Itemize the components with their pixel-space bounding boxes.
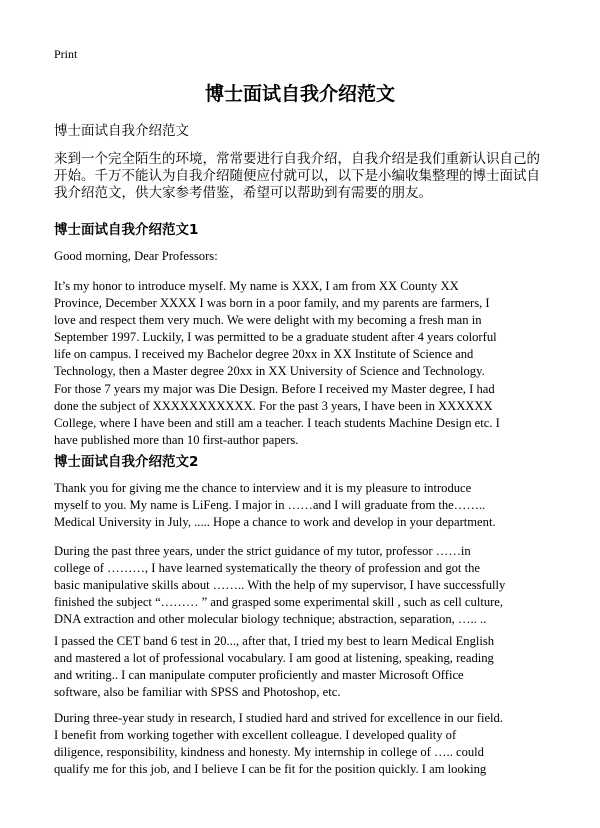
text-line: It’s my honor to introduce myself. My name is XXX, I am from XX County XX <box>54 279 459 293</box>
text-line: I passed the CET band 6 test in 20..., after that, I tried my best to learn Medical English <box>54 634 495 648</box>
text-line: qualify me for this job, and I believe I can be fit for the position quickly. I am looking <box>54 762 487 777</box>
text-line: basic manipulative skills about …….. With the help of my supervisor, I have successfully <box>54 578 506 593</box>
text-line: Province, December XXXX I was born in a poor family, and my parents are farmers, I <box>54 296 490 311</box>
text-line: During the past three years, under the strict guidance of my tutor, professor ……in <box>54 544 471 558</box>
section-1-paragraph <box>54 278 544 449</box>
text-line: love and respect them very much. We were delight with my becoming a fresh man in <box>54 313 482 328</box>
text-line: and writing.. I can manipulate computer proficiently and master Microsoft Office <box>54 668 464 683</box>
text-line: Medical University in July, ..... Hope a chance to work and develop in your department. <box>54 515 496 530</box>
section-2-heading: 博士面试自我介绍范文2 <box>54 454 199 470</box>
intro-line: 来到一个完全陌生的环境，常常要进行自我介绍，自我介绍是我们重新认识自己的 <box>54 151 540 167</box>
document-subtitle: 博士面试自我介绍范文 <box>54 123 189 139</box>
page-title: 博士面试自我介绍范文 <box>204 83 395 105</box>
intro-line: 我介绍范文，供大家参考借鉴，希望可以帮助到有需要的朋友。 <box>54 185 432 202</box>
section-2-paragraph <box>54 480 544 531</box>
text-line: For those 7 years my major was Die Design. Before I received my Master degree, I had <box>54 381 495 396</box>
text-line: Technology, then a Master degree 20xx in XX University of Science and Technology. <box>54 364 485 379</box>
text-line: Thank you for giving me the chance to interview and it is my pleasure to introduce <box>54 481 472 495</box>
section-2-paragraph <box>54 710 544 778</box>
text-line: and mastered a lot of professional vocabulary. I am good at listening, speaking, reading <box>54 651 494 666</box>
text-line: During three-year study in research, I studied hard and strived for excellence in our field. <box>54 711 504 725</box>
greeting-line: Good morning, Dear Professors: <box>54 249 218 263</box>
text-line: software, also be familiar with SPSS and Photoshop, etc. <box>54 685 341 700</box>
text-line: September 1997. Luckily, I was permitted to be a graduate student after 4 years colorful <box>54 330 497 345</box>
intro-line: 开始。千万不能认为自我介绍随便应付就可以，以下是小编收集整理的博士面试自 <box>54 168 540 185</box>
print-link[interactable]: Print <box>54 47 78 61</box>
text-line: DNA extraction and other molecular biology technique; abstraction, separation, ….. .. <box>54 612 487 627</box>
text-line: life on campus. I received my Bachelor degree 20xx in XX Institute of Science and <box>54 347 474 362</box>
text-line: diligence, responsibility, kindness and honesty. My internship in college of ….. could <box>54 745 484 760</box>
intro-paragraph <box>54 150 554 201</box>
section-2-paragraph <box>54 633 544 701</box>
text-line: College, where I have been and still am a teacher. I teach students Machine Design etc. I <box>54 415 500 430</box>
text-line: I benefit from working together with excellent colleague. I developed quality of <box>54 728 457 743</box>
section-1-heading: 博士面试自我介绍范文1 <box>54 222 199 238</box>
text-line: done the subject of XXXXXXXXXXX. For the past 3 years, I have been in XXXXXX <box>54 398 493 413</box>
text-line: myself to you. My name is LiFeng. I major in ……and I will graduate from the…….. <box>54 498 486 513</box>
text-line: college of ………, I have learned systematically the theory of profession and got the <box>54 561 480 576</box>
section-2-paragraph <box>54 543 544 628</box>
text-line: finished the subject “……… ” and grasped some experimental skill , such as cell culture, <box>54 595 504 610</box>
text-line: have published more than 10 first-author papers. <box>54 432 299 447</box>
